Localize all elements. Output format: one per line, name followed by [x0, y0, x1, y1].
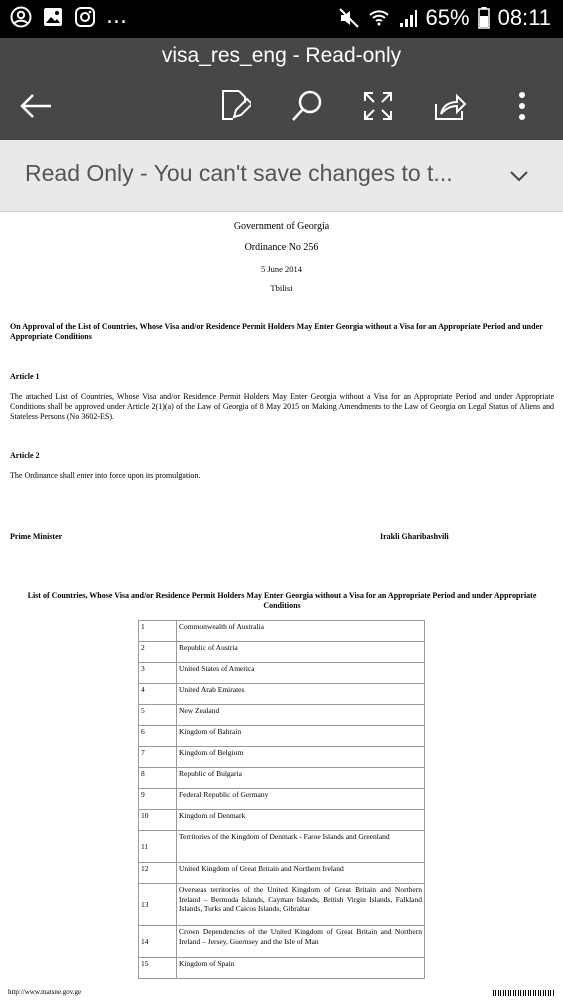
row-number: 4	[139, 684, 177, 705]
fullscreen-icon	[363, 91, 393, 121]
search-button[interactable]	[287, 86, 327, 126]
notification-icons	[10, 6, 127, 28]
row-number: 14	[139, 926, 177, 958]
fullscreen-button[interactable]	[358, 86, 398, 126]
table-row	[139, 884, 425, 926]
doc-header-ordinance: Ordinance No 256	[244, 242, 319, 253]
row-number: 10	[139, 810, 177, 831]
table-row	[139, 684, 425, 705]
footer-barcode	[493, 990, 555, 996]
edit-button[interactable]	[215, 86, 255, 126]
more-notifications: ...	[106, 4, 127, 29]
back-button[interactable]	[16, 86, 56, 126]
table-row	[139, 642, 425, 663]
instagram-icon	[74, 6, 96, 28]
table-row	[139, 663, 425, 684]
table-row	[139, 768, 425, 789]
row-number: 8	[139, 768, 177, 789]
more-options-button[interactable]	[502, 86, 542, 126]
row-number: 3	[139, 663, 177, 684]
country-name: Federal Republic of Germany	[177, 789, 425, 810]
signer-role: Prime Minister	[10, 532, 63, 541]
mute-icon	[338, 7, 360, 29]
signer-name: Irakli Gharibashvili	[380, 532, 449, 541]
country-list-title: List of Countries, Whose Visa and/or Residence Permit Holders May Enter Georgia without a Visa for an Appropriate Period and under Appropriate Conditions	[27, 591, 537, 610]
row-number: 5	[139, 705, 177, 726]
country-name: Territories of the Kingdom of Denmark - Faroe Islands and Greenland	[177, 831, 425, 863]
battery-percent: 65%	[425, 5, 470, 30]
country-name: Kingdom of Spain	[177, 958, 425, 979]
system-indicators	[338, 5, 551, 31]
country-name: Crown Dependencies of the United Kingdom of Great Britain and Northern Ireland – Jersey, Guernsey and the Isle of Man	[177, 926, 425, 958]
more-vert-icon	[517, 91, 527, 121]
country-name: United Kingdom of Great Britain and Northern Ireland	[177, 863, 425, 884]
footer-url: http://www.matsne.gov.ge	[8, 988, 82, 996]
article-1-title: Article 1	[10, 372, 40, 381]
gallery-icon	[42, 6, 64, 28]
wifi-icon	[368, 7, 390, 29]
country-name: United States of America	[177, 663, 425, 684]
row-number: 2	[139, 642, 177, 663]
back-arrow-icon	[19, 92, 53, 120]
doc-city: Tbilisi	[270, 283, 293, 293]
signal-icon	[398, 7, 418, 29]
document-title: visa_res_eng - Read-only	[161, 44, 402, 67]
country-name: Kingdom of Belgium	[177, 747, 425, 768]
share-icon	[433, 90, 467, 122]
row-number: 1	[139, 621, 177, 642]
table-row	[139, 705, 425, 726]
table-row	[139, 810, 425, 831]
country-name: Kingdom of Bahrain	[177, 726, 425, 747]
approval-heading: On Approval of the List of Countries, Whose Visa and/or Residence Permit Holders May Enter Georgia without a Visa for an Appropriate Period and under Appropriate Conditions	[10, 322, 543, 341]
table-row	[139, 926, 425, 958]
row-number: 15	[139, 958, 177, 979]
battery-icon	[478, 7, 490, 29]
country-name: Republic of Austria	[177, 642, 425, 663]
row-number: 9	[139, 789, 177, 810]
row-number: 11	[139, 831, 177, 863]
table-row	[139, 789, 425, 810]
account-circle-icon	[10, 6, 32, 28]
row-number: 12	[139, 863, 177, 884]
edit-document-icon	[219, 89, 251, 123]
country-name: Republic of Bulgaria	[177, 768, 425, 789]
table-row	[139, 621, 425, 642]
share-button[interactable]	[430, 86, 470, 126]
table-row	[139, 726, 425, 747]
country-name: New Zealand	[177, 705, 425, 726]
chevron-down-icon[interactable]	[507, 164, 531, 188]
read-only-banner[interactable]	[0, 140, 563, 212]
status-bar	[0, 0, 563, 38]
row-number: 7	[139, 747, 177, 768]
read-only-message: Read Only - You can't save changes to t...	[25, 160, 453, 186]
app-bar	[0, 38, 563, 140]
row-number: 13	[139, 884, 177, 926]
row-number: 6	[139, 726, 177, 747]
clock: 08:11	[497, 5, 551, 30]
country-name: Kingdom of Denmark	[177, 810, 425, 831]
doc-header-government: Government of Georgia	[233, 221, 330, 232]
document-page	[0, 212, 563, 1000]
country-name: Overseas territories of the United Kingdom of Great Britain and Northern Ireland – Bermuda Islands, Cayman Islands, British Virgin Islands, Falkland Islands, Turks and Caicos Islands, Gibraltar	[177, 884, 425, 926]
table-row	[139, 958, 425, 979]
table-row	[139, 863, 425, 884]
table-row	[139, 831, 425, 863]
article-2-text: The Ordinance shall enter into force upon its promulgation.	[10, 471, 201, 480]
article-2-title: Article 2	[10, 451, 40, 460]
country-table	[138, 620, 425, 979]
country-name: United Arab Emirates	[177, 684, 425, 705]
country-name: Commonwealth of Australia	[177, 621, 425, 642]
article-1-text: The attached List of Countries, Whose Visa and/or Residence Permit Holders May Enter Georgia without a Visa for an Appropriate Period and under Appropriate Conditions shall be approved under Article 2(1)(a) of the Law of Georgia of 8 May 2015 on Making Amendments to the Law of Georgia on Legal Status of Aliens and Stateless Persons (No 3602-ES).	[10, 392, 554, 421]
table-row	[139, 747, 425, 768]
doc-date: 5 June 2014	[260, 264, 303, 274]
search-icon	[290, 89, 324, 123]
